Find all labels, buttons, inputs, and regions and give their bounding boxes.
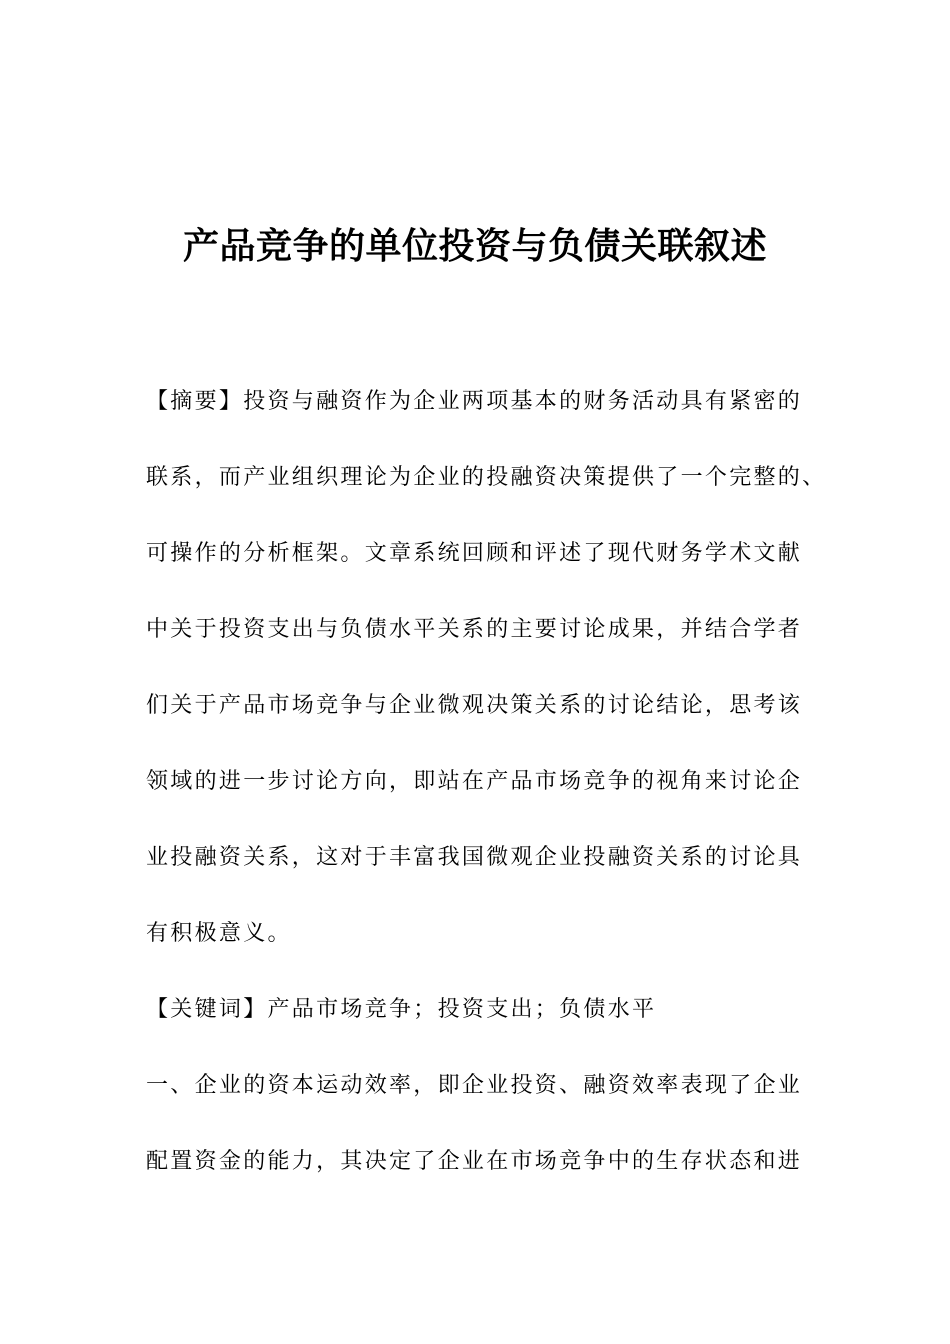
abstract-line: 们关于产品市场竞争与企业微观决策关系的讨论结论，思考该	[146, 693, 803, 718]
abstract-line: 【摘要】投资与融资作为企业两项基本的财务活动具有紧密的	[146, 389, 803, 414]
abstract-line: 联系，而产业组织理论为企业的投融资决策提供了一个完整的、	[146, 465, 827, 490]
body-line: 配置资金的能力，其决定了企业在市场竞争中的生存状态和进	[146, 1149, 803, 1174]
abstract-line: 领域的进一步讨论方向，即站在产品市场竞争的视角来讨论企	[146, 769, 803, 794]
abstract-line: 可操作的分析框架。文章系统回顾和评述了现代财务学术文献	[146, 541, 803, 566]
abstract-line: 业投融资关系，这对于丰富我国微观企业投融资关系的讨论具	[146, 845, 803, 870]
abstract-line: 有积极意义。	[146, 921, 292, 946]
document-title: 产品竞争的单位投资与负债关联叙述	[182, 226, 767, 267]
abstract-line: 中关于投资支出与负债水平关系的主要讨论成果，并结合学者	[146, 617, 803, 642]
body-line: 一、企业的资本运动效率，即企业投资、融资效率表现了企业	[146, 1073, 803, 1098]
keywords-line: 【关键词】产品市场竞争；投资支出；负债水平	[146, 997, 657, 1022]
